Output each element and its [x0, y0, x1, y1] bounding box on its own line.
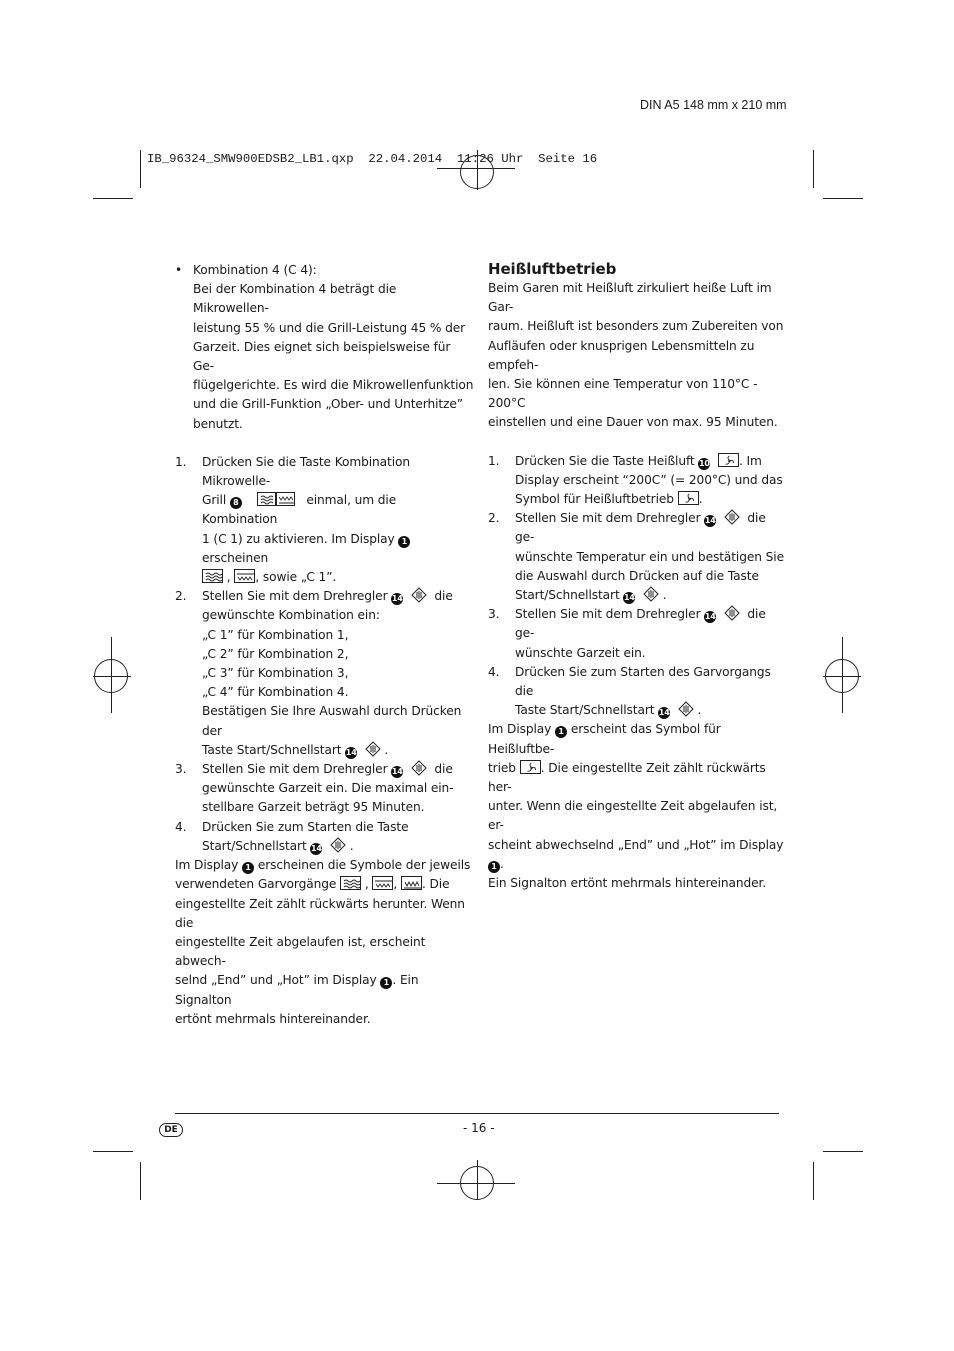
- dial-icon: [365, 741, 381, 757]
- step-number: 2.: [175, 589, 187, 604]
- step-number: 4.: [175, 819, 187, 834]
- text: verwendeten Garvorgänge: [175, 877, 337, 892]
- text: Im Display: [488, 722, 552, 737]
- page-number: - 16 -: [463, 1121, 495, 1135]
- step-text: Start/Schnellstart: [515, 588, 620, 603]
- crop-mark: [823, 198, 863, 199]
- text: einstellen und eine Dauer von max. 95 Minuten.: [488, 415, 778, 430]
- text: unter. Wenn die eingestellte Zeit abgelaufen ist, er-: [488, 799, 778, 833]
- step-text: die ge-: [515, 607, 766, 641]
- bullet-line: Garzeit. Dies eignet sich beispielsweise für Ge-: [193, 339, 451, 374]
- dial-badge: 14: [623, 593, 635, 603]
- dial-icon: [411, 587, 427, 603]
- left-column: [175, 261, 475, 1029]
- step-text: Drücken Sie zum Starten die Taste: [202, 819, 409, 834]
- text: eingestellte Zeit zählt rückwärts herunter. Wenn die: [175, 896, 465, 930]
- crop-mark: [93, 1151, 133, 1152]
- dial-badge: 14: [345, 747, 357, 757]
- display-badge: 1: [555, 726, 567, 738]
- step-number: 3.: [488, 607, 500, 622]
- fan-icon: [718, 453, 739, 467]
- microwave-icon: [340, 876, 361, 890]
- step-text: Symbol für Heißluftbetrieb: [515, 492, 674, 507]
- bottom-heat-icon: [401, 876, 422, 890]
- text: ertönt mehrmals hintereinander.: [175, 1011, 371, 1026]
- text: Beim Garen mit Heißluft zirkuliert heiße Luft im Gar-: [488, 281, 772, 315]
- crop-mark: [813, 1162, 814, 1200]
- text: . Die: [421, 877, 450, 892]
- step-text: einmal, um die Kombination: [202, 493, 397, 527]
- fan-icon: [678, 491, 699, 505]
- step-number: 3.: [175, 762, 187, 777]
- text: trieb: [488, 760, 516, 775]
- microwave-icon: [202, 569, 223, 583]
- dial-badge: 14: [658, 708, 670, 718]
- bullet-line: leistung 55 % und die Grill-Leistung 45 % der: [193, 320, 466, 335]
- step-text: Taste Start/Schnellstart: [202, 742, 342, 757]
- registration-mark-line: [823, 676, 861, 677]
- combination-option: „C 2” für Kombination 2,: [202, 646, 349, 661]
- step-text: Stellen Sie mit dem Drehregler: [202, 762, 388, 777]
- text: Ein Signalton ertönt mehrmals hintereinander.: [488, 876, 767, 891]
- step-text: Drücken Sie zum Starten des Garvorgangs die: [515, 664, 771, 699]
- step-text: die: [434, 589, 453, 604]
- combination-option: „C 1” für Kombination 1,: [202, 627, 349, 642]
- step-2: 2. Stellen Sie mit dem Drehregler 14 die gewünschte Kombination ein: „C 1” für Kombination 1, „C 2” für Kombination 2, „C 3” für Kombination 3, „C 4” für Kombination 4. Bestätigen Sie Ihre Auswahl durch Drücken der Taste Start/Schnellstart 14 .: [175, 587, 475, 760]
- dial-icon: [678, 701, 694, 717]
- paragraph: [488, 720, 788, 893]
- step-text: Bestätigen Sie Ihre Auswahl durch Drücken der: [202, 704, 462, 738]
- step-number: 2.: [488, 511, 500, 526]
- dial-badge: 14: [704, 612, 716, 622]
- step-text: 1 (C 1) zu aktivieren. Im Display: [202, 531, 395, 546]
- format-label: DIN A5 148 mm x 210 mm: [640, 98, 787, 112]
- step-3: [175, 760, 475, 818]
- step-text: Taste Start/Schnellstart: [515, 703, 655, 718]
- button-number-badge: 10: [698, 458, 710, 468]
- registration-mark-line: [111, 637, 112, 713]
- file-info: IB_96324_SMW900EDSB2_LB1.qxp 22.04.2014 11:26 Uhr Seite 16: [147, 152, 598, 166]
- step-text: gewünschte Garzeit ein. Die maximal ein-: [202, 781, 454, 796]
- step-text: Drücken Sie die Taste Kombination Mikrowelle-: [202, 454, 410, 489]
- crop-mark: [140, 1162, 141, 1200]
- crop-mark: [140, 150, 141, 188]
- step-1: 1. Drücken Sie die Taste Kombination Mikrowelle- Grill 8 einmal, um die Kombination 1 (C 1) zu aktivieren. Im Display 1 erscheinen , , sowie „C 1”.: [175, 453, 475, 587]
- bullet-line: und die Grill-Funktion „Ober- und Unterhitze”: [193, 397, 463, 412]
- bullet-title: Kombination 4 (C 4):: [193, 263, 317, 277]
- step-text: , sowie „C 1”.: [255, 570, 337, 585]
- intro-paragraph: [488, 279, 788, 433]
- step-text: . Im: [738, 453, 762, 468]
- bullet-item: [175, 261, 475, 434]
- text: erscheint das Symbol für Heißluftbe-: [488, 722, 721, 756]
- registration-mark-line: [842, 637, 843, 713]
- bullet-line: Bei der Kombination 4 beträgt die Mikrowellen-: [193, 282, 397, 316]
- paragraph: Im Display 1 erscheinen die Symbole der jeweils verwendeten Garvorgänge , , . Die eingestellte Zeit zählt rückwärts herunter. Wenn die eingestellte Zeit abgelaufen ist, erscheint abwech- selnd „End” und „Hot” im Display 1 . Ein Signalton ertönt mehrmals hintereinander.: [175, 858, 471, 1026]
- step-text: erscheinen: [202, 550, 269, 565]
- fan-icon: [520, 760, 541, 774]
- step-text: gewünschte Kombination ein:: [202, 608, 380, 623]
- step-text: die ge-: [515, 511, 766, 545]
- text: Aufläufen oder knusprigen Lebensmitteln zu empfeh-: [488, 338, 755, 372]
- step-text: Start/Schnellstart: [202, 838, 307, 853]
- step-text: die: [434, 762, 453, 777]
- section-title: Heißluftbetrieb: [488, 260, 617, 278]
- dial-icon: [643, 586, 659, 602]
- text: erscheinen die Symbole der jeweils: [257, 858, 471, 873]
- grill-icon: [372, 876, 393, 890]
- text: eingestellte Zeit abgelaufen ist, erscheint abwech-: [175, 934, 426, 969]
- step-text: wünschte Garzeit ein.: [515, 645, 646, 660]
- dial-icon: [724, 605, 740, 621]
- dial-icon: [411, 760, 427, 776]
- microwave-icon: [257, 492, 276, 506]
- text: . Ein Signalton: [175, 973, 419, 1007]
- dial-badge: 14: [391, 767, 403, 777]
- step-text: Display erscheint “200C” (= 200°C) und das: [515, 472, 783, 487]
- registration-mark-line: [477, 1160, 478, 1200]
- text: scheint abwechselnd „End” und „Hot” im Display: [488, 837, 784, 852]
- step-text: Stellen Sie mit dem Drehregler: [202, 589, 388, 604]
- step-text: Grill: [202, 493, 227, 508]
- step-number: 4.: [488, 664, 500, 679]
- combination-option: „C 3” für Kombination 3,: [202, 666, 349, 681]
- dial-badge: 14: [704, 516, 716, 526]
- language-badge: DE: [159, 1123, 183, 1137]
- step-text: wünschte Temperatur ein und bestätigen Sie: [515, 549, 784, 564]
- footer-rule: [175, 1113, 779, 1114]
- button-number-badge: 8: [230, 497, 242, 509]
- registration-mark-line: [437, 168, 515, 169]
- step-2: 2. Stellen Sie mit dem Drehregler 14 die ge- wünschte Temperatur ein und bestätigen Sie die Auswahl durch Drücken auf die Taste Start/Schnellstart 14 .: [488, 509, 788, 605]
- display-badge: 1: [398, 536, 410, 548]
- step-text: Stellen Sie mit dem Drehregler: [515, 511, 701, 526]
- step-1: 1. Drücken Sie die Taste Heißluft 10 . Im Display erscheint “200C” (= 200°C) und das Symbol für Heißluftbetrieb .: [488, 452, 788, 510]
- right-column: [488, 259, 788, 893]
- registration-mark-line: [93, 676, 131, 677]
- bullet-line: benutzt.: [193, 416, 243, 431]
- grill-icon: [276, 492, 295, 506]
- step-text: Stellen Sie mit dem Drehregler: [515, 607, 701, 622]
- step-4: 4. Drücken Sie zum Starten die Taste Start/Schnellstart 14 .: [175, 818, 475, 856]
- text: raum. Heißluft ist besonders zum Zubereiten von: [488, 319, 784, 334]
- step-4: 4. Drücken Sie zum Starten des Garvorgangs die Taste Start/Schnellstart 14 .: [488, 663, 788, 721]
- combination-option: „C 4” für Kombination 4.: [202, 685, 349, 700]
- bullet-line: flügelgerichte. Es wird die Mikrowellenfunktion: [193, 378, 474, 393]
- step-number: 1.: [488, 453, 500, 468]
- grill-icon: [234, 569, 255, 583]
- text: len. Sie können eine Temperatur von 110°C - 200°C: [488, 377, 758, 411]
- dial-icon: [724, 509, 740, 525]
- bullet-dot: •: [175, 263, 183, 277]
- text: . Die eingestellte Zeit zählt rückwärts her-: [488, 760, 766, 795]
- step-number: 1.: [175, 454, 187, 469]
- text: selnd „End” und „Hot” im Display: [175, 973, 377, 988]
- display-badge: 1: [242, 862, 254, 874]
- display-badge: 1: [488, 861, 500, 873]
- dial-icon: [330, 837, 346, 853]
- step-3: [488, 605, 788, 663]
- crop-mark: [93, 198, 133, 199]
- step-text: Drücken Sie die Taste Heißluft: [515, 453, 695, 468]
- dial-badge: 14: [391, 594, 403, 604]
- registration-mark-line: [437, 1183, 515, 1184]
- display-badge: 1: [380, 977, 392, 989]
- crop-mark: [823, 1151, 863, 1152]
- text: .: [500, 856, 504, 871]
- crop-mark: [813, 150, 814, 188]
- step-text: die Auswahl durch Drücken auf die Taste: [515, 568, 759, 583]
- dial-badge: 14: [310, 843, 322, 853]
- step-text: stellbare Garzeit beträgt 95 Minuten.: [202, 800, 425, 815]
- text: Im Display: [175, 858, 239, 873]
